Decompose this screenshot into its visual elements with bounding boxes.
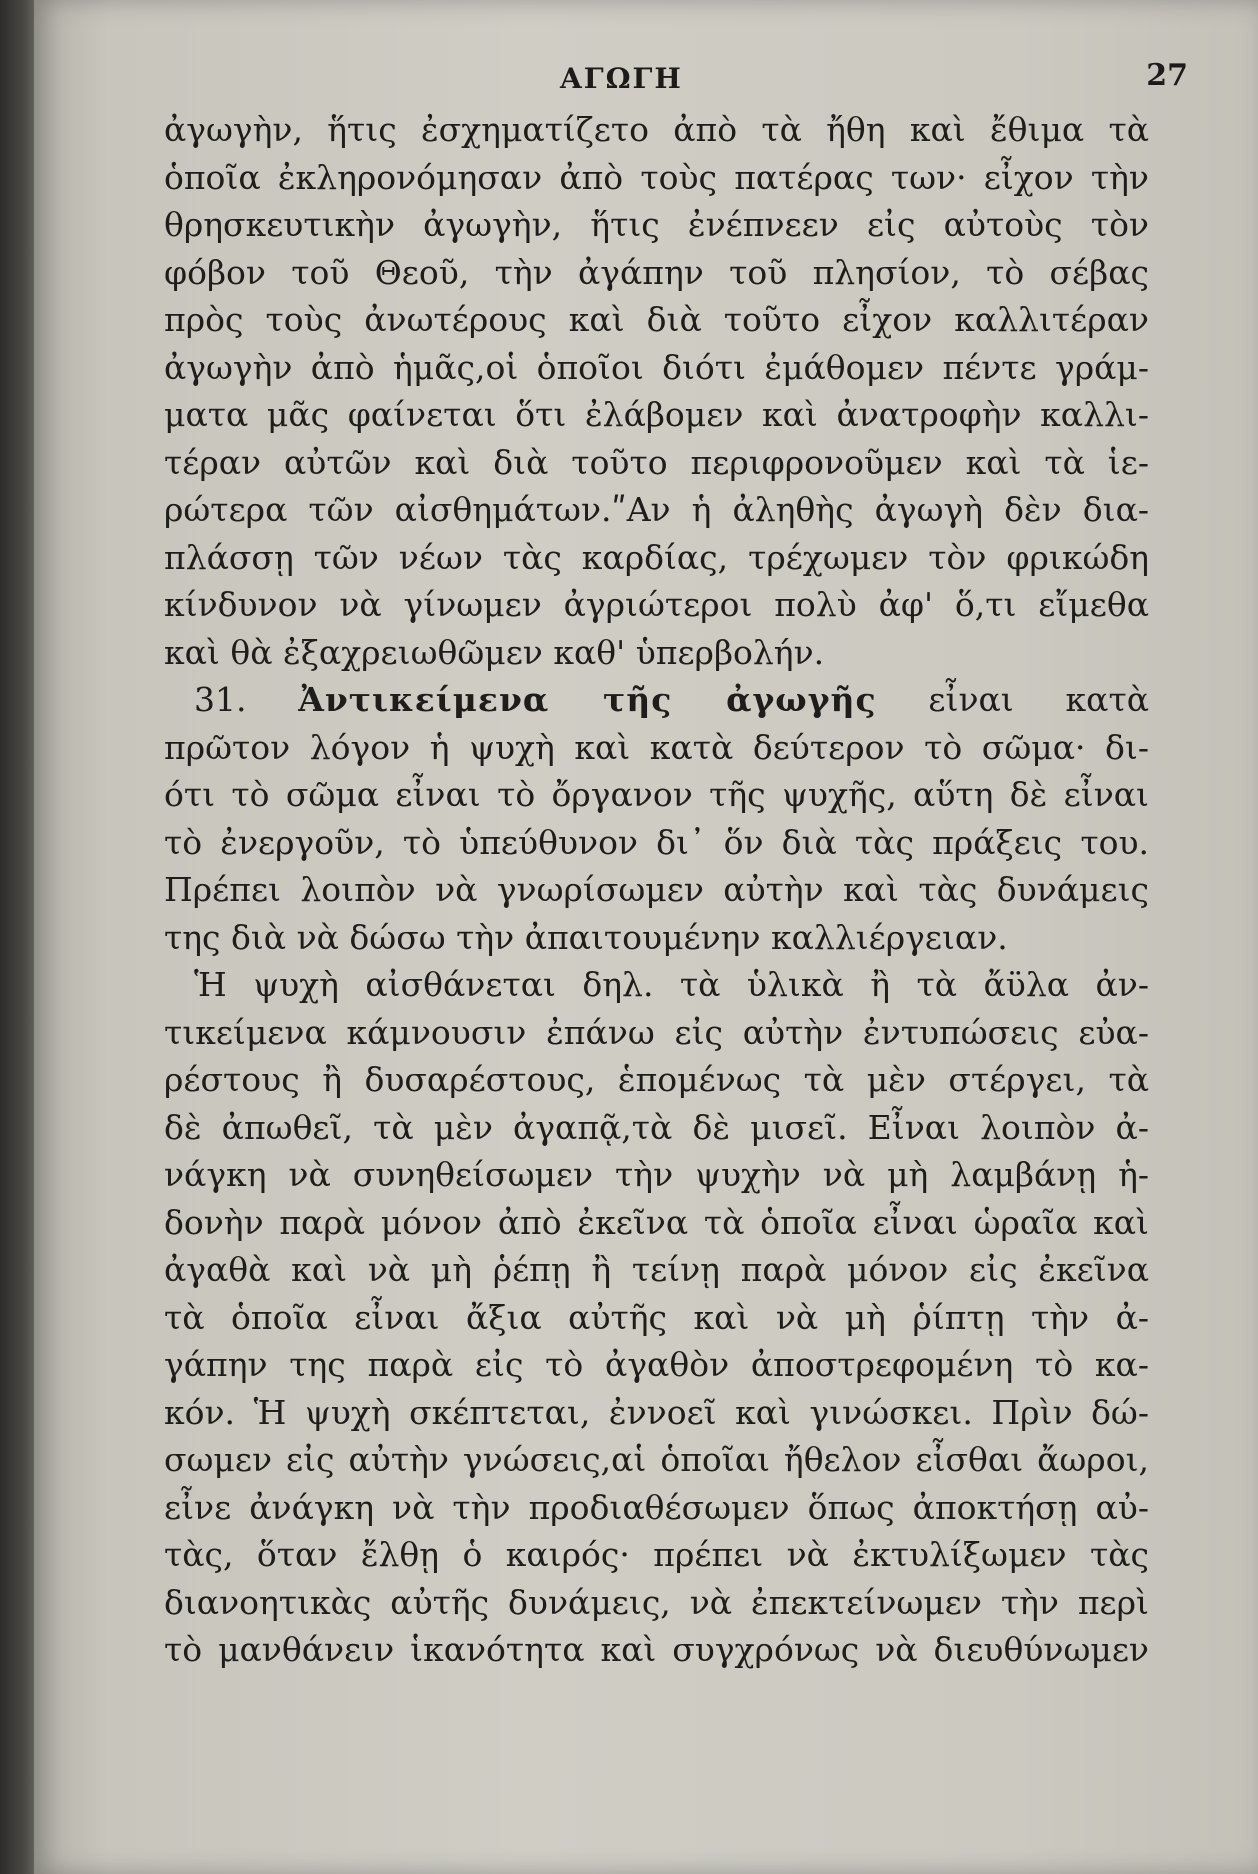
text-line: ἀγωγὴν ἀπὸ ἡμᾶς,οἱ ὁποῖοι διότι ἐμάθομεν πέντε γράμ- — [164, 347, 1149, 387]
text-line: ματα μᾶς φαίνεται ὅτι ἐλάβομεν καὶ ἀνατροφὴν καλλι- — [164, 395, 1149, 434]
text-line: φόβον τοῦ Θεοῦ, τὴν ἀγάπην τοῦ πλησίον, τὸ σέβας — [164, 252, 1149, 292]
text-line: της διὰ νὰ δώσω τὴν ἀπαιτουμένην καλλιέργειαν. — [164, 917, 1008, 957]
section-first-line-rest: εἶναι κατὰ — [928, 680, 1149, 719]
text-line: τὸ ἐνεργοῦν, τὸ ὑπεύθυνον δι᾽ ὅν διὰ τὰς πράξεις του. — [164, 822, 1149, 862]
text-line: τέραν αὐτῶν καὶ διὰ τοῦτο περιφρονοῦμεν καὶ τὰ ἱε- — [164, 442, 1149, 482]
text-line: πρῶτον λόγον ἡ ψυχὴ καὶ κατὰ δεύτερον τὸ σῶμα· δι- — [164, 727, 1149, 767]
text-line: νάγκη νὰ συνηθείσωμεν τὴν ψυχὴν νὰ μὴ λαμβάνῃ ἡ- — [164, 1155, 1149, 1194]
text-line: καὶ θὰ ἐξαχρειωθῶμεν καθ' ὑπερβολήν. — [164, 632, 825, 672]
text-line: πλάσσῃ τῶν νέων τὰς καρδίας, τρέχωμεν τὸν φρικώδη — [164, 537, 1149, 577]
text-line: σωμεν εἰς αὐτὴν γνώσεις,αἱ ὁποῖαι ἤθελον εἶσθαι ἄωροι, — [164, 1440, 1149, 1479]
text-line: τικείμενα κάμνουσιν ἐπάνω εἰς αὐτὴν ἐντυπώσεις εὐα- — [164, 1012, 1149, 1052]
text-line: ὁποῖα ἐκληρονόμησαν ἀπὸ τοὺς πατέρας των· εἶχον τὴν — [164, 157, 1149, 197]
text-line: τὰ ὁποῖα εἶναι ἄξια αὐτῆς καὶ νὰ μὴ ῥίπτῃ τὴν ἀ- — [164, 1297, 1149, 1337]
section-heading: Ἀντικείμενα τῆς ἀγωγῆς — [298, 680, 877, 719]
body-text — [164, 106, 1149, 1674]
section-heading-line — [164, 676, 1149, 724]
text-line: δὲ ἀπωθεῖ, τὰ μὲν ἀγαπᾷ,τὰ δὲ μισεῖ. Εἶναι λοιπὸν ἀ- — [164, 1107, 1149, 1147]
text-line: γάπην της παρὰ εἰς τὸ ἀγαθὸν ἀποστρεφομένη τὸ κα- — [164, 1345, 1149, 1384]
text-line: ρέστους ἢ δυσαρέστους, ἑπομένως τὰ μὲν στέργει, τὰ — [164, 1060, 1149, 1099]
text-line: ἀγαθὰ καὶ νὰ μὴ ῥέπῃ ἢ τείνῃ παρὰ μόνον εἰς ἐκεῖνα — [164, 1250, 1149, 1289]
text-line: θρησκευτικὴν ἀγωγὴν, ἥτις ἐνέπνεεν εἰς αὐτοὺς τὸν — [164, 205, 1149, 244]
text-line: κόν. Ἡ ψυχὴ σκέπτεται, ἐννοεῖ καὶ γινώσκει. Πρὶν δώ- — [164, 1392, 1149, 1432]
text-line: πρὸς τοὺς ἀνωτέρους καὶ διὰ τοῦτο εἶχον καλλιτέραν — [164, 300, 1149, 339]
book-page — [34, 0, 1258, 1874]
text-line: τὸ μανθάνειν ἱκανότητα καὶ συγχρόνως νὰ διευθύνωμεν — [164, 1630, 1149, 1669]
text-line: τὰς, ὅταν ἔλθῃ ὁ καιρός· πρέπει νὰ ἐκτυλίξωμεν τὰς — [164, 1535, 1149, 1574]
text-line: ρώτερα τῶν αἰσθημάτων.ʺΑν ἡ ἀληθὴς ἀγωγὴ δὲν δια- — [164, 490, 1149, 529]
running-title: ΑΓΩΓΗ — [560, 62, 683, 95]
text-line: Ἡ ψυχὴ αἰσθάνεται δηλ. τὰ ὑλικὰ ἢ τὰ ἄϋλα ἀν- — [194, 965, 1149, 1004]
text-line: Πρέπει λοιπὸν νὰ γνωρίσωμεν αὐτὴν καὶ τὰς δυνάμεις — [164, 870, 1149, 909]
section-number: 31. — [194, 680, 247, 719]
text-line: εἶνε ἀνάγκη νὰ τὴν προδιαθέσωμεν ὅπως ἀποκτήσῃ αὐ- — [164, 1487, 1149, 1527]
page-header — [184, 52, 1218, 102]
text-line: κίνδυνον νὰ γίνωμεν ἀγριώτεροι πολὺ ἀφ' ὅ,τι εἴμεθα — [164, 585, 1149, 624]
page-number: 27 — [1146, 58, 1188, 93]
text-line: ἀγωγὴν, ἥτις ἐσχηματίζετο ἀπὸ τὰ ἤθη καὶ ἔθιμα τὰ — [164, 110, 1149, 149]
text-line: διανοητικὰς αὐτῆς δυνάμεις, νὰ ἐπεκτείνωμεν τὴν περὶ — [164, 1582, 1149, 1622]
text-line: δονὴν παρὰ μόνον ἀπὸ ἐκεῖνα τὰ ὁποῖα εἶναι ὡραῖα καὶ — [164, 1202, 1149, 1242]
text-line: ότι τὸ σῶμα εἶναι τὸ ὄργανον τῆς ψυχῆς, αὕτη δὲ εἶναι — [164, 775, 1149, 814]
